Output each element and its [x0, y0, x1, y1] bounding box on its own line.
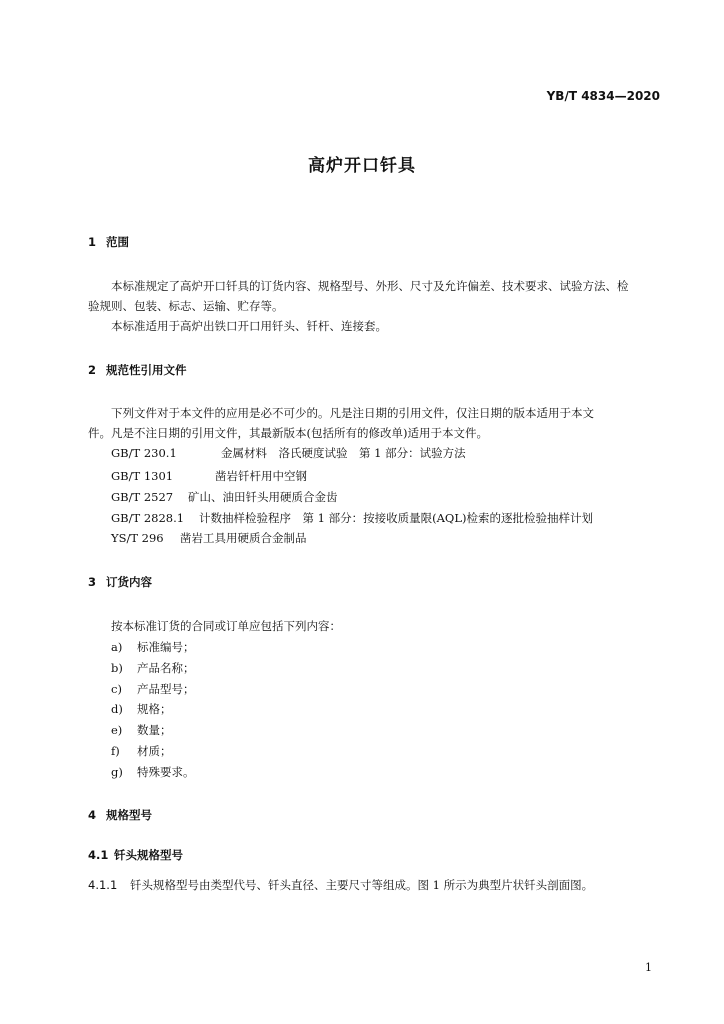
reference-title: 金属材料 洛氏硬度试验 第 1 部分：试验方法 — [221, 446, 466, 460]
list-item — [111, 741, 172, 761]
reference-item — [111, 466, 307, 486]
section-title: 规格型号 — [106, 808, 152, 822]
document-title: 高炉开口钎具 — [308, 156, 416, 176]
list-text: 产品名称； — [137, 661, 195, 675]
reference-title: 凿岩钎杆用中空钢 — [215, 469, 307, 483]
list-marker: c) — [111, 682, 122, 696]
reference-code: GB/T 2527 — [111, 490, 174, 504]
paragraph-line: 本标准适用于高炉出铁口开口用钎头、钎杆、连接套。 — [111, 319, 387, 333]
reference-code: YS/T 296 — [111, 531, 164, 545]
list-text: 规格； — [137, 702, 172, 716]
reference-title: 计数抽样检验程序 第 1 部分：按接收质量限(AQL)检索的逐批检验抽样计划 — [199, 511, 593, 525]
list-marker: e) — [111, 723, 123, 737]
section-title: 规范性引用文件 — [106, 363, 187, 377]
list-marker: a) — [111, 640, 123, 654]
clause-number: 4.1.1 — [88, 878, 118, 892]
list-text: 数量； — [137, 723, 172, 737]
section-3-heading — [88, 574, 152, 590]
reference-code: GB/T 2828.1 — [111, 511, 185, 525]
list-item — [111, 637, 195, 657]
section-title: 订货内容 — [106, 575, 152, 589]
page-number: 1 — [645, 961, 652, 974]
list-text: 标准编号； — [137, 640, 195, 654]
reference-item — [111, 443, 466, 463]
paragraph-line: 本标准规定了高炉开口钎具的订货内容、规格型号、外形、尺寸及允许偏差、技术要求、试验方法、检 — [111, 279, 629, 293]
list-marker: b) — [111, 661, 123, 675]
list-marker: d) — [111, 702, 123, 716]
list-item — [111, 720, 172, 740]
reference-title: 矿山、油田钎头用硬质合金齿 — [188, 490, 338, 504]
list-item — [111, 658, 195, 678]
list-item — [111, 699, 172, 719]
reference-item — [111, 528, 307, 548]
list-marker: f) — [111, 744, 120, 758]
paragraph-line: 验规则、包装、标志、运输、贮存等。 — [88, 299, 284, 313]
section-number: 4 — [88, 808, 97, 822]
clause-text: 钎头规格型号由类型代号、钎头直径、主要尺寸等组成。图 1 所示为典型片状钎头剖面图。 — [130, 878, 594, 892]
section-4-heading — [88, 807, 152, 823]
paragraph-line: 件。凡是不注日期的引用文件，其最新版本(包括所有的修改单)适用于本文件。 — [88, 426, 488, 440]
reference-item — [111, 508, 593, 528]
reference-code: GB/T 1301 — [111, 469, 174, 483]
list-text: 产品型号； — [137, 682, 195, 696]
list-item — [111, 762, 195, 782]
references-intro — [88, 403, 658, 443]
section-1-heading — [88, 234, 129, 250]
subsection-title: 钎头规格型号 — [114, 848, 183, 862]
list-marker: g) — [111, 765, 123, 779]
reference-code: GB/T 230.1 — [111, 446, 177, 460]
standard-code: YB/T 4834—2020 — [546, 89, 660, 103]
subsection-4-1-heading — [88, 847, 183, 863]
list-text: 特殊要求。 — [137, 765, 195, 779]
list-item — [111, 679, 195, 699]
reference-title: 凿岩工具用硬质合金制品 — [180, 531, 307, 545]
list-text: 材质； — [137, 744, 172, 758]
section-title: 范围 — [106, 235, 129, 249]
subsection-number: 4.1 — [88, 848, 109, 862]
ordering-intro: 按本标准订货的合同或订单应包括下列内容： — [111, 619, 341, 633]
paragraph-line: 下列文件对于本文件的应用是必不可少的。凡是注日期的引用文件，仅注日期的版本适用于本文 — [111, 406, 594, 420]
section-number: 2 — [88, 363, 97, 377]
scope-paragraph-1 — [88, 276, 658, 316]
section-2-heading — [88, 362, 187, 378]
clause-4-1-1 — [88, 875, 593, 895]
reference-item — [111, 487, 338, 507]
section-number: 3 — [88, 575, 97, 589]
section-number: 1 — [88, 235, 97, 249]
scope-paragraph-2 — [88, 316, 658, 336]
